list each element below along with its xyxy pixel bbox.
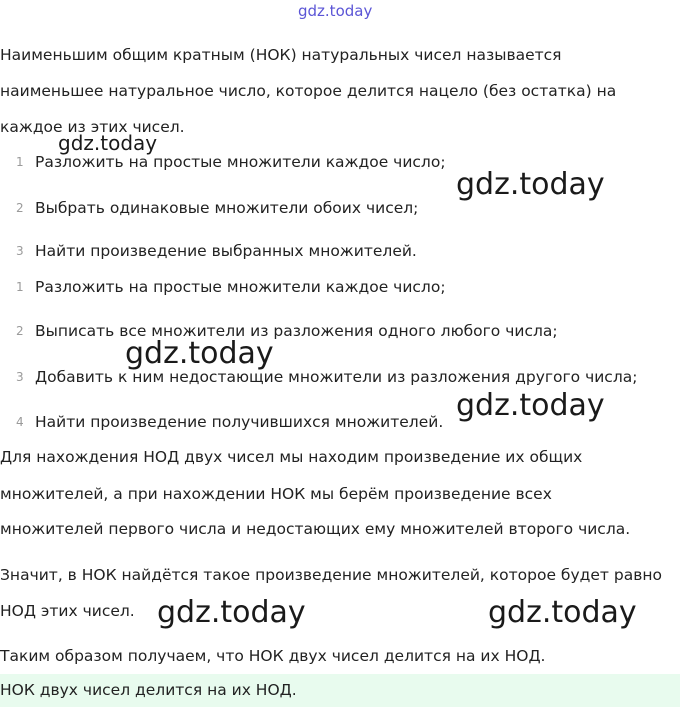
list-item-number: 1 [16, 280, 24, 294]
paragraph-1-line-1: Для нахождения НОД двух чисел мы находим произведение их общих [0, 448, 583, 466]
list-item-text: Найти произведение выбранных множителей. [35, 242, 417, 260]
answer-text: НОК двух чисел делится на их НОД. [0, 681, 297, 699]
list-item-text: Выписать все множители из разложения одного любого числа; [35, 322, 558, 340]
list-item-number: 1 [16, 155, 24, 169]
list-item-number: 2 [16, 201, 24, 215]
paragraph-2-line-1: Значит, в НОК найдётся такое произведение множителей, которое будет равно [0, 566, 662, 584]
list-item-number: 3 [16, 244, 24, 258]
watermark: gdz.today [456, 167, 605, 202]
list-item-text: Разложить на простые множители каждое число; [35, 278, 446, 296]
list-item-text: Выбрать одинаковые множители обоих чисел; [35, 199, 419, 217]
list-item-number: 2 [16, 324, 24, 338]
list-item-number: 3 [16, 370, 24, 384]
list-item-number: 4 [16, 415, 24, 429]
watermark: gdz.today [157, 595, 306, 630]
paragraph-1-line-3: множителей первого числа и недостающих ему множителей второго числа. [0, 520, 631, 538]
top-watermark: gdz.today [298, 2, 373, 20]
conclusion-text: Таким образом получаем, что НОК двух чисел делится на их НОД. [0, 647, 546, 665]
intro-line-2: наименьшее натуральное число, которое делится нацело (без остатка) на [0, 82, 617, 100]
paragraph-2-line-2: НОД этих чисел. [0, 602, 135, 620]
watermark: gdz.today [456, 388, 605, 423]
intro-line-3: каждое из этих чисел. [0, 118, 185, 136]
list-item-text: Добавить к ним недостающие множители из разложения другого числа; [35, 368, 638, 386]
intro-line-1: Наименьшим общим кратным (НОК) натуральных чисел называется [0, 46, 562, 64]
watermark: gdz.today [125, 336, 274, 371]
list-item-text: Разложить на простые множители каждое число; [35, 153, 446, 171]
list-item-text: Найти произведение получившихся множителей. [35, 413, 444, 431]
paragraph-1-line-2: множителей, а при нахождении НОК мы берём произведение всех [0, 485, 552, 503]
watermark: gdz.today [58, 131, 158, 155]
watermark: gdz.today [488, 595, 637, 630]
